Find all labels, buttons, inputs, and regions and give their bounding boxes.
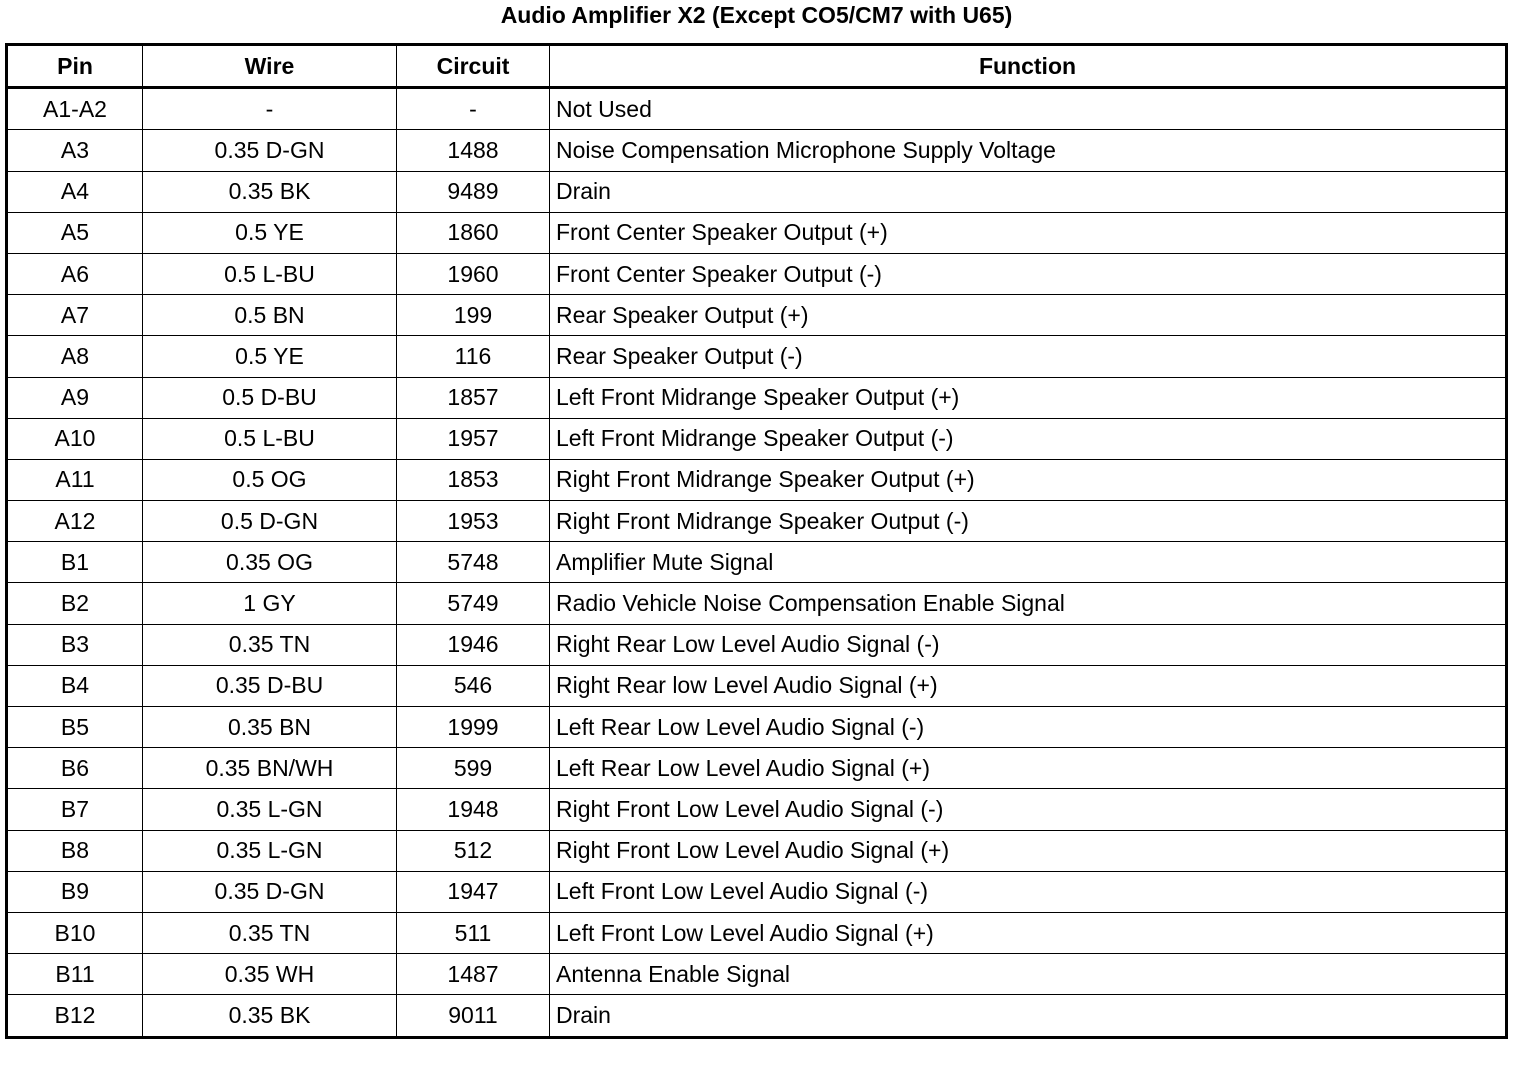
circuit-cell: 1999 xyxy=(397,707,550,748)
function-cell: Right Front Midrange Speaker Output (+) xyxy=(550,459,1507,500)
wire-cell: 0.35 D-GN xyxy=(143,871,397,912)
wire-cell: 0.5 YE xyxy=(143,212,397,253)
table-row xyxy=(7,912,1507,953)
table-row xyxy=(7,88,1507,130)
table-row xyxy=(7,501,1507,542)
table-row xyxy=(7,130,1507,171)
circuit-cell: 9489 xyxy=(397,171,550,212)
wire-cell: 0.5 L-BU xyxy=(143,253,397,294)
circuit-cell: 599 xyxy=(397,748,550,789)
wire-cell: 0.35 BN/WH xyxy=(143,748,397,789)
table-row xyxy=(7,212,1507,253)
circuit-cell: 546 xyxy=(397,665,550,706)
table-header-row xyxy=(7,45,1507,88)
circuit-cell: 1857 xyxy=(397,377,550,418)
function-cell: Left Front Low Level Audio Signal (-) xyxy=(550,871,1507,912)
wire-cell: 1 GY xyxy=(143,583,397,624)
table-row xyxy=(7,748,1507,789)
wire-cell: 0.35 L-GN xyxy=(143,789,397,830)
pin-cell: A7 xyxy=(7,295,143,336)
circuit-cell: 5748 xyxy=(397,542,550,583)
function-cell: Rear Speaker Output (-) xyxy=(550,336,1507,377)
table-row xyxy=(7,171,1507,212)
table-row xyxy=(7,418,1507,459)
function-cell: Front Center Speaker Output (+) xyxy=(550,212,1507,253)
wire-cell: 0.35 WH xyxy=(143,954,397,995)
circuit-cell: 1948 xyxy=(397,789,550,830)
function-cell: Right Front Midrange Speaker Output (-) xyxy=(550,501,1507,542)
function-cell: Left Front Midrange Speaker Output (-) xyxy=(550,418,1507,459)
circuit-cell: 511 xyxy=(397,912,550,953)
pin-cell: B1 xyxy=(7,542,143,583)
circuit-cell: 1860 xyxy=(397,212,550,253)
wire-cell: 0.5 D-GN xyxy=(143,501,397,542)
function-cell: Antenna Enable Signal xyxy=(550,954,1507,995)
pin-cell: A11 xyxy=(7,459,143,500)
wire-cell: 0.5 L-BU xyxy=(143,418,397,459)
wire-cell: 0.35 D-GN xyxy=(143,130,397,171)
function-cell: Right Rear low Level Audio Signal (+) xyxy=(550,665,1507,706)
table-row xyxy=(7,583,1507,624)
wire-cell: 0.35 OG xyxy=(143,542,397,583)
function-cell: Front Center Speaker Output (-) xyxy=(550,253,1507,294)
pin-cell: A12 xyxy=(7,501,143,542)
wire-cell: 0.35 TN xyxy=(143,624,397,665)
table-row xyxy=(7,871,1507,912)
pin-cell: B8 xyxy=(7,830,143,871)
table-row xyxy=(7,707,1507,748)
circuit-cell: 1488 xyxy=(397,130,550,171)
pin-cell: B4 xyxy=(7,665,143,706)
pin-cell: B9 xyxy=(7,871,143,912)
circuit-cell: - xyxy=(397,88,550,130)
pin-cell: A8 xyxy=(7,336,143,377)
wire-cell: 0.35 TN xyxy=(143,912,397,953)
function-cell: Left Rear Low Level Audio Signal (-) xyxy=(550,707,1507,748)
pin-cell: B11 xyxy=(7,954,143,995)
pin-cell: B3 xyxy=(7,624,143,665)
function-cell: Left Front Midrange Speaker Output (+) xyxy=(550,377,1507,418)
table-row xyxy=(7,542,1507,583)
pin-cell: A4 xyxy=(7,171,143,212)
pin-cell: A3 xyxy=(7,130,143,171)
table-row xyxy=(7,830,1507,871)
column-header-circuit: Circuit xyxy=(397,45,550,88)
pin-cell: B2 xyxy=(7,583,143,624)
wire-cell: 0.5 D-BU xyxy=(143,377,397,418)
pin-cell: B7 xyxy=(7,789,143,830)
wire-cell: 0.35 L-GN xyxy=(143,830,397,871)
connector-pinout-table xyxy=(5,43,1508,1039)
pin-cell: A9 xyxy=(7,377,143,418)
circuit-cell: 1960 xyxy=(397,253,550,294)
wire-cell: 0.5 YE xyxy=(143,336,397,377)
function-cell: Drain xyxy=(550,995,1507,1037)
circuit-cell: 9011 xyxy=(397,995,550,1037)
table-row xyxy=(7,624,1507,665)
pin-cell: A1-A2 xyxy=(7,88,143,130)
column-header-pin: Pin xyxy=(7,45,143,88)
function-cell: Radio Vehicle Noise Compensation Enable Signal xyxy=(550,583,1507,624)
wire-cell: 0.5 BN xyxy=(143,295,397,336)
circuit-cell: 199 xyxy=(397,295,550,336)
circuit-cell: 116 xyxy=(397,336,550,377)
table-row xyxy=(7,377,1507,418)
circuit-cell: 1853 xyxy=(397,459,550,500)
function-cell: Right Rear Low Level Audio Signal (-) xyxy=(550,624,1507,665)
function-cell: Right Front Low Level Audio Signal (+) xyxy=(550,830,1507,871)
pin-cell: B10 xyxy=(7,912,143,953)
table-row xyxy=(7,295,1507,336)
function-cell: Amplifier Mute Signal xyxy=(550,542,1507,583)
function-cell: Drain xyxy=(550,171,1507,212)
pin-cell: A10 xyxy=(7,418,143,459)
function-cell: Rear Speaker Output (+) xyxy=(550,295,1507,336)
function-cell: Not Used xyxy=(550,88,1507,130)
column-header-wire: Wire xyxy=(143,45,397,88)
circuit-cell: 1946 xyxy=(397,624,550,665)
table-row xyxy=(7,336,1507,377)
wire-cell: 0.5 OG xyxy=(143,459,397,500)
pin-cell: B12 xyxy=(7,995,143,1037)
column-header-function: Function xyxy=(550,45,1507,88)
circuit-cell: 1953 xyxy=(397,501,550,542)
function-cell: Left Front Low Level Audio Signal (+) xyxy=(550,912,1507,953)
table-row xyxy=(7,459,1507,500)
wire-cell: - xyxy=(143,88,397,130)
circuit-cell: 1487 xyxy=(397,954,550,995)
table-row xyxy=(7,995,1507,1037)
pin-cell: A6 xyxy=(7,253,143,294)
circuit-cell: 1947 xyxy=(397,871,550,912)
pin-cell: A5 xyxy=(7,212,143,253)
table-row xyxy=(7,665,1507,706)
table-row xyxy=(7,789,1507,830)
function-cell: Right Front Low Level Audio Signal (-) xyxy=(550,789,1507,830)
function-cell: Left Rear Low Level Audio Signal (+) xyxy=(550,748,1507,789)
wire-cell: 0.35 BN xyxy=(143,707,397,748)
circuit-cell: 1957 xyxy=(397,418,550,459)
table-body xyxy=(7,88,1507,1037)
circuit-cell: 5749 xyxy=(397,583,550,624)
function-cell: Noise Compensation Microphone Supply Voltage xyxy=(550,130,1507,171)
table-row xyxy=(7,253,1507,294)
document-title: Audio Amplifier X2 (Except CO5/CM7 with U65) xyxy=(500,2,1013,28)
pin-cell: B6 xyxy=(7,748,143,789)
wire-cell: 0.35 BK xyxy=(143,995,397,1037)
pin-cell: B5 xyxy=(7,707,143,748)
wire-cell: 0.35 D-BU xyxy=(143,665,397,706)
circuit-cell: 512 xyxy=(397,830,550,871)
table-row xyxy=(7,954,1507,995)
wire-cell: 0.35 BK xyxy=(143,171,397,212)
